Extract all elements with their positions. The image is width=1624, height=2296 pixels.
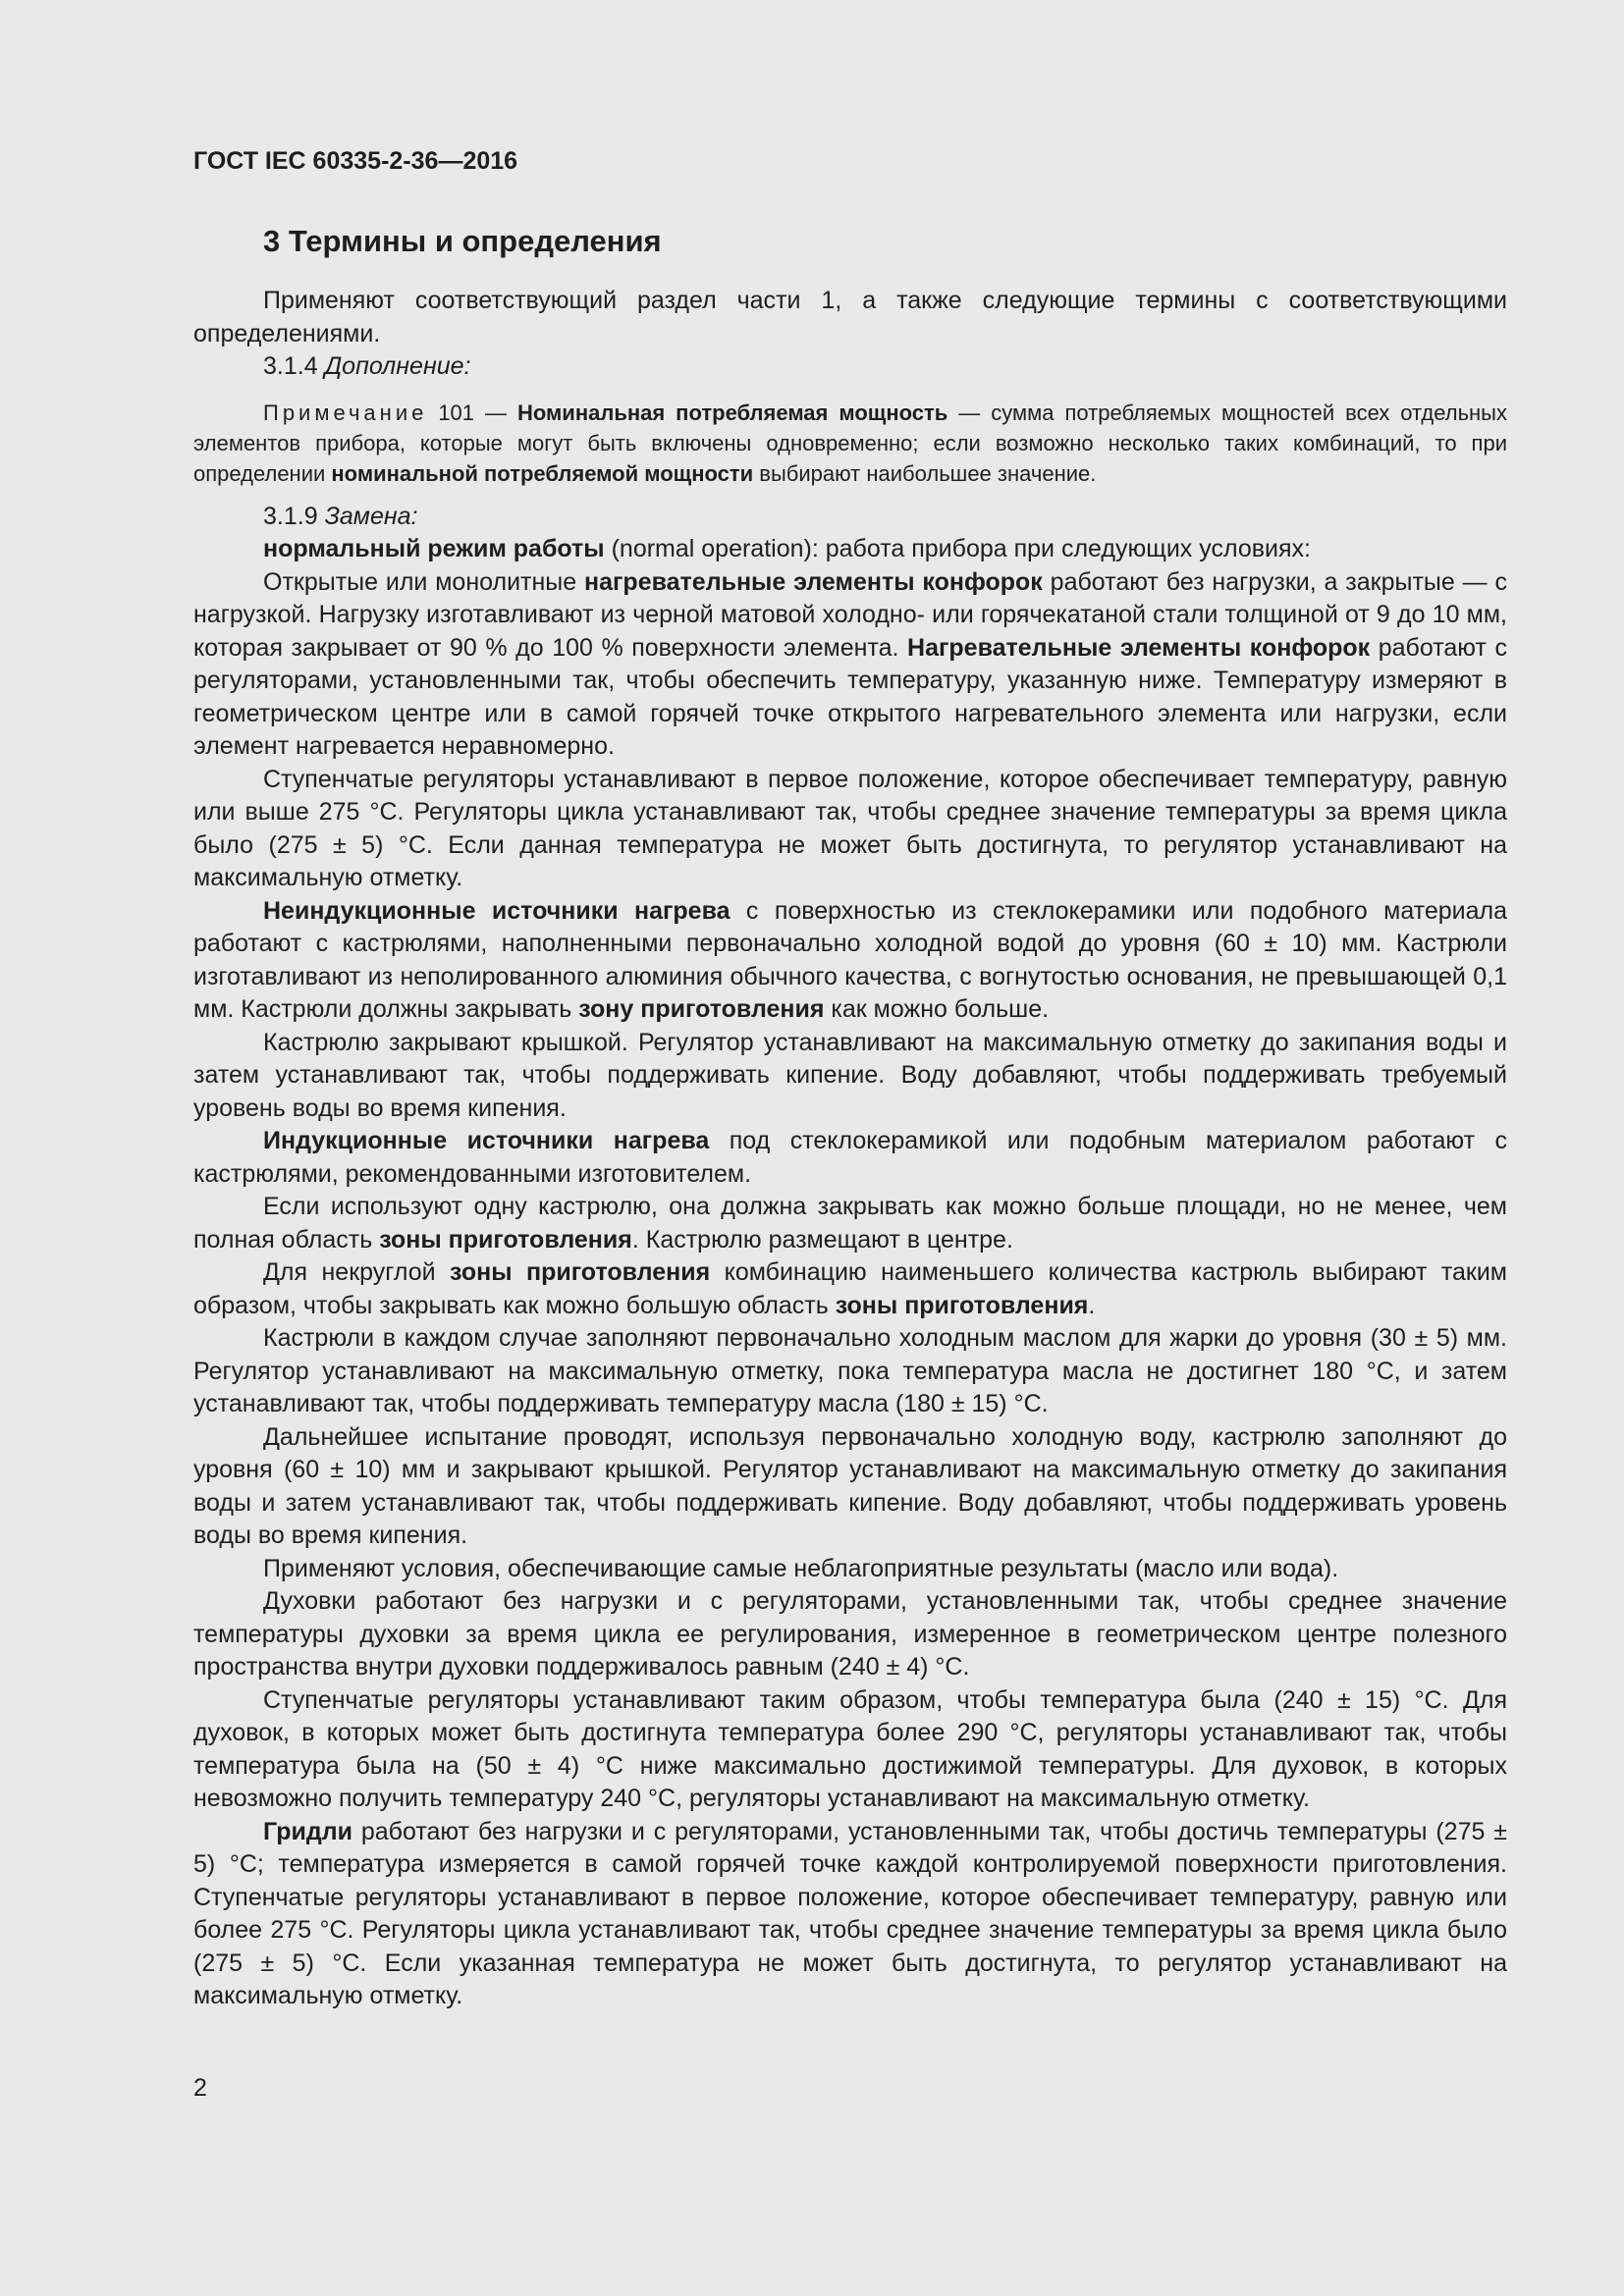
paragraph-non-round-zone: [193, 1256, 1507, 1322]
document-code-header: ГОСТ IEC 60335-2-36—2016: [193, 147, 518, 175]
clause-number: 3.1.9: [263, 502, 325, 530]
term-normal-operation: нормальный режим работы: [263, 535, 605, 562]
paragraph-text: Для некруглой: [263, 1258, 451, 1286]
term-induction-sources: Индукционные источники нагрева: [263, 1127, 710, 1154]
paragraph-non-induction: [193, 895, 1507, 1027]
clause-label: Дополнение:: [324, 352, 471, 380]
intro-paragraph: Применяют соответствующий раздел части 1, а также следующие термины с соответствующими определениями.: [193, 287, 1507, 347]
document-body: [193, 285, 1507, 2013]
paragraph-griddles: [193, 1816, 1507, 2013]
paragraph-lid: Кастрюлю закрывают крышкой. Регулятор устанавливают на максимальную отметку до закипания воды и затем устанавливают так, чтобы поддерживать кипение. Воду добавляют, чтобы поддерживать требуемый уровень воды во время кипения.: [193, 1028, 1507, 1122]
paragraph-text: с поверхностью из стеклокерамики или подобного материала работают с кастрюлями, наполненными первоначально холодной водой до уровня (60 ± 10) мм. Кастрюли изготавливают из неполированного алюминия обычного качества, с вогнутостью основания, не превышающей 0,1 мм. Кастрюли должны закрывать: [193, 896, 1508, 1023]
paragraph-text: .: [1088, 1291, 1096, 1319]
paragraph-text: комбинацию наименьшего количества кастрюль выбирают таким образом, чтобы закрывать как можно большую область: [193, 1258, 1507, 1319]
term-cooking-zone: зоны приготовления: [450, 1258, 711, 1286]
clause-label: Замена:: [324, 502, 418, 530]
note-text-end: выбирают наибольшее значение.: [753, 460, 1097, 486]
page-number: 2: [193, 2074, 207, 2102]
note-prefix: Примечание: [263, 400, 428, 425]
note-term-rated-power-genitive: номинальной потребляемой мощности: [331, 460, 754, 486]
note-text: — сумма потребляемых мощностей всех отдельных элементов прибора, которые могут быть включены одновременно; если возможно несколько таких комбинаций, то при определении: [193, 400, 1507, 486]
clause-number: 3.1.4: [263, 352, 325, 380]
paragraph-text: работают без нагрузки и с регуляторами, установленными так, чтобы достичь температуры (275 ± 5) °С; температура измеряется в самой горячей точке каждой контролируемой поверхности приготовления. Ступенчатые регуляторы устанавливают в первое положение, которое обеспечивает температуру, равную или более 275 °С. Регуляторы цикла устанавливают так, чтобы среднее значение температуры за время цикла было (275 ± 5) °С. Если указанная температура не может быть достигнута, то регулятор устанавливают на максимальную отметку.: [193, 1817, 1507, 2009]
term-non-induction-sources: Неиндукционные источники нагрева: [263, 896, 731, 925]
paragraph-text: под стеклокерамикой или подобным материалом работают с кастрюлями, рекомендованными изготовителем.: [193, 1127, 1507, 1188]
note-term-rated-power: Номинальная потребляемая мощность: [516, 400, 948, 425]
paragraph-oil: Кастрюли в каждом случае заполняют первоначально холодным маслом для жарки до уровня (30 ± 5) мм. Регулятор устанавливают на максимальную отметку, пока температура масла не достигнет 180 °С, и затем устанавливают так, чтобы поддерживать температуру масла (180 ± 15) °С.: [193, 1324, 1507, 1417]
paragraph-water-test: Дальнейшее испытание проводят, используя первоначально холодную воду, кастрюлю заполняют до уровня (60 ± 10) мм и закрывают крышкой. Регулятор устанавливают на максимальную отметку до закипания воды и затем устанавливают так, чтобы поддерживать кипение. Воду добавляют, чтобы поддерживать уровень воды во время кипения.: [193, 1422, 1507, 1549]
section-title: 3 Термины и определения: [263, 224, 662, 258]
paragraph-single-pan: [193, 1191, 1507, 1256]
paragraph-text: как можно больше.: [824, 995, 1050, 1023]
term-griddles: Гридли: [263, 1817, 352, 1845]
paragraph-text: работают с регуляторами, установленными так, чтобы обеспечить температуру, указанную ниже. Температуру измеряют в геометрическом центре или в самой горячей точке открытого нагревательного элемента или нагрузки, если элемент нагревается неравномерно.: [193, 633, 1507, 760]
term-cooking-zone: зону приготовления: [578, 995, 825, 1023]
clause-3-1-9: [193, 501, 1507, 534]
term-hob-elements: Нагревательные элементы конфорок: [907, 633, 1371, 662]
paragraph-text: (normal operation): работа прибора при следующих условиях:: [604, 535, 1311, 562]
paragraph-hob-elements: [193, 566, 1507, 764]
clause-3-1-4: [193, 350, 1507, 384]
note-101: [193, 398, 1507, 489]
paragraph-text: Открытые или монолитные: [263, 567, 585, 596]
term-cooking-zone: зоны приготовления: [835, 1291, 1089, 1319]
paragraph-step-regulators: Ступенчатые регуляторы устанавливают в первое положение, которое обеспечивает температуру, равную или выше 275 °С. Регуляторы цикла устанавливают так, чтобы среднее значение температуры за время цикла было (275 ± 5) °С. Если данная температура не может быть достигнута, то регулятор устанавливают на максимальную отметку.: [193, 765, 1507, 891]
paragraph-ovens: Духовки работают без нагрузки и с регуляторами, установленными так, чтобы среднее значение температуры духовки за время цикла ее регулирования, измеренное в геометрическом центре полезного пространства внутри духовки поддерживалось равным (240 ± 4) °С.: [193, 1587, 1507, 1681]
term-cooking-zone: зоны приготовления: [379, 1225, 632, 1254]
paragraph-induction: [193, 1125, 1507, 1191]
paragraph-oven-regulators: Ступенчатые регуляторы устанавливают таким образом, чтобы температура была (240 ± 15) °С. Для духовок, в которых может быть достигнута температура более 290 °С, регуляторы устанавливают так, чтобы температура была на (50 ± 4) °С ниже максимально достижимой температуры. Для духовок, в которых невозможно получить температуру 240 °С, регуляторы устанавливают на максимальную отметку.: [193, 1685, 1507, 1812]
term-hob-elements: нагревательные элементы конфорок: [584, 567, 1043, 596]
note-number: 101 —: [427, 400, 517, 425]
paragraph-text: . Кастрюлю размещают в центре.: [631, 1225, 1013, 1254]
paragraph-text: работают без нагрузки, а закрытые — с нагрузкой. Нагрузку изготавливают из черной матовой холодно- или горячекатаной стали толщиной от 9 до 10 мм, которая закрывает от 90 % до 100 % поверхности элемента.: [193, 567, 1507, 662]
paragraph-worst-conditions: Применяют условия, обеспечивающие самые неблагоприятные результаты (масло или вода).: [263, 1554, 1339, 1582]
normal-operation-paragraph: [193, 533, 1507, 566]
paragraph-text: Если используют одну кастрюлю, она должна закрывать как можно больше площади, но не менее, чем полная область: [193, 1193, 1507, 1254]
